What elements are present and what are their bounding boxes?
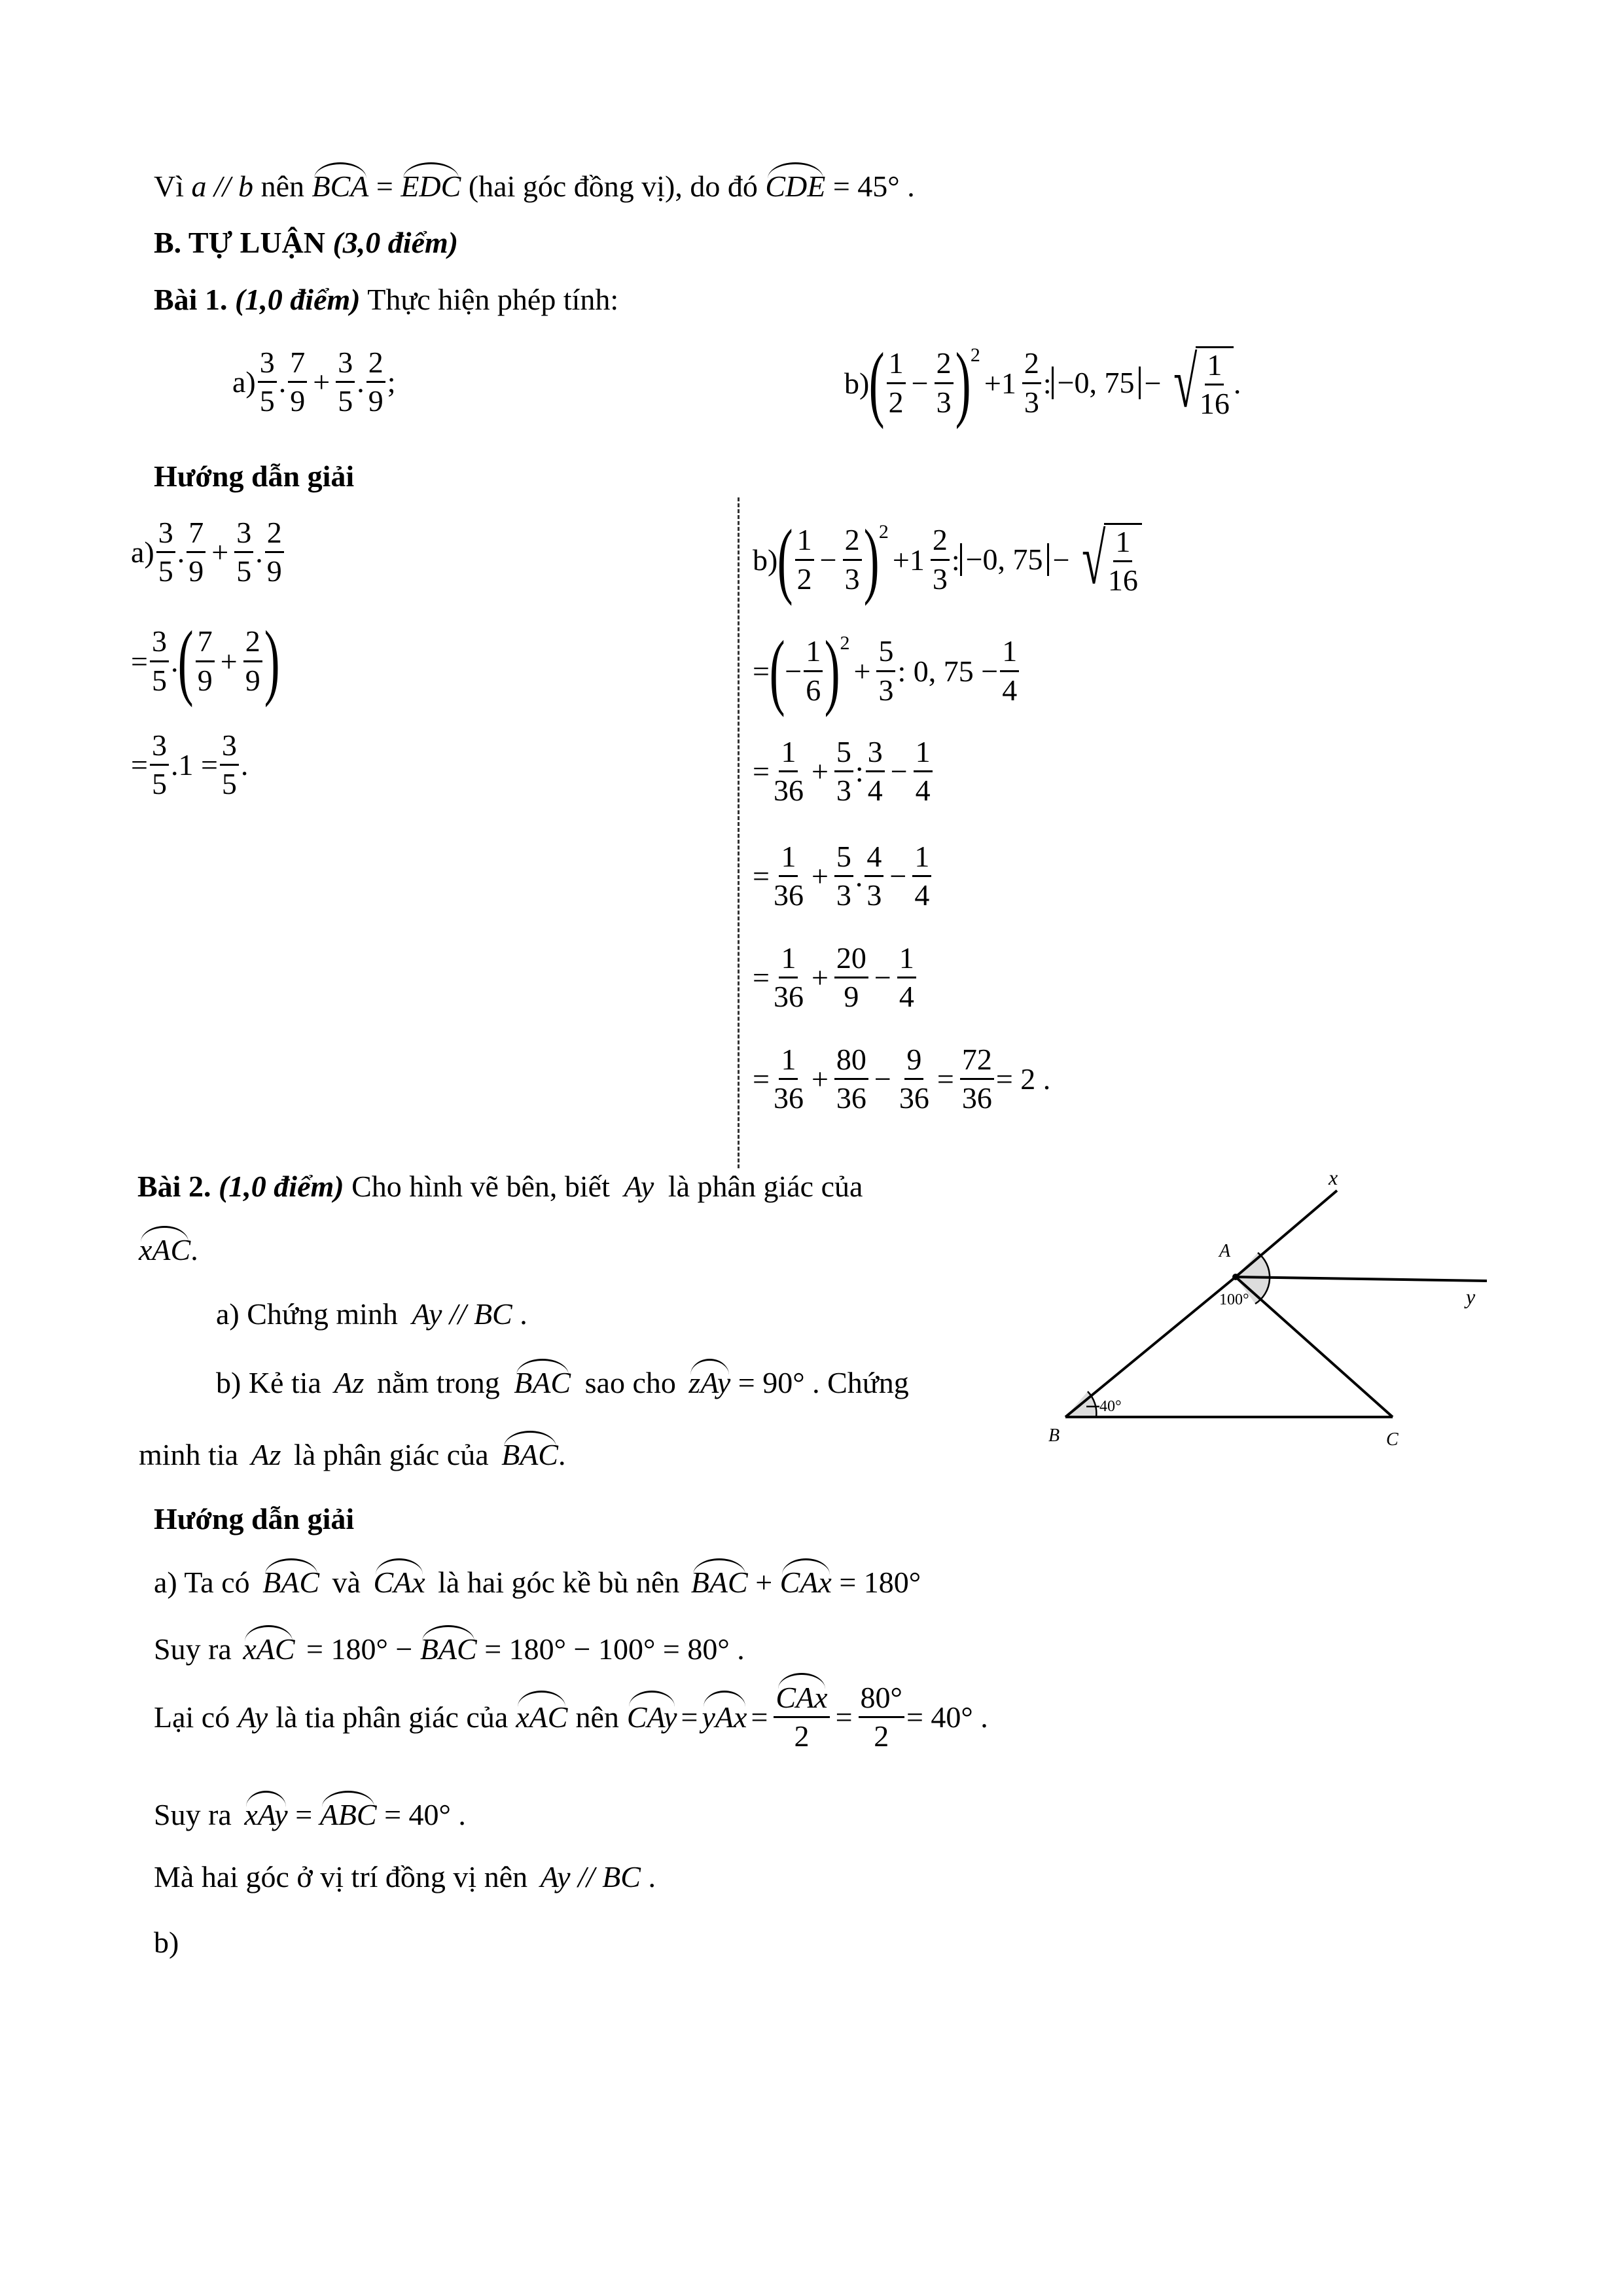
square-root: √ $\frac{1}{16}$ bbox=[1166, 346, 1234, 420]
sol-b-line6: = $\frac{1}{36}$ + $\frac{80}{36}$ − $\frac{9}{36}$ = $\frac{72}{36}$ = 2 . bbox=[753, 1043, 1051, 1115]
section-heading: B. TỰ LUẬN (3,0 điểm) bbox=[154, 226, 459, 259]
sol-b-line1: b) ( $\frac{1}{2}$ − $\frac{2}{3}$ ) 2 +1 $\frac{2}{3}$ : −0, 75 − √ $\frac{1}{16}$ bbox=[753, 517, 1142, 602]
bai2-sol-line6: b) bbox=[154, 1926, 179, 1959]
fraction: $\frac{2}{9}$ bbox=[366, 347, 385, 418]
fraction: $\frac{3}{5}$ bbox=[258, 347, 277, 418]
label-a: A bbox=[1219, 1241, 1231, 1261]
sol-a-line3: = $\frac{3}{5}$ .1 = $\frac{3}{5}$ . bbox=[131, 728, 249, 801]
bai2-sol-line3: Lại có Ay là tia phân giác của xAC nên CAy = yAx = $\frac{\text{CAx}}{2}$ = $\frac{80^\circ}{2}$ = 40° . bbox=[154, 1681, 988, 1753]
bai2-part-b: b) Kẻ tia Az nằm trong BAC sao cho zAy = 90° . Chứng bbox=[216, 1366, 909, 1399]
sol-b-line4: = $\frac{1}{36}$ + $\frac{5}{3}$ . $\frac{4}{3}$ − $\frac{1}{4}$ bbox=[753, 841, 933, 912]
bai2-angle-line: xAC. bbox=[139, 1233, 198, 1266]
sol-a-line1: a) $\frac{3}{5}$ . $\frac{7}{9}$ + $\frac{3}{5}$ . $\frac{2}{9}$ bbox=[131, 517, 286, 588]
label-angle-a: 100° bbox=[1219, 1291, 1249, 1308]
segment-ac bbox=[1236, 1277, 1393, 1417]
fraction: $\frac{2}{3}$ bbox=[935, 348, 954, 418]
angle-edc: EDC bbox=[401, 170, 461, 203]
parallel-condition: a // b bbox=[191, 170, 254, 203]
sol-b-line5: = $\frac{1}{36}$ + $\frac{20}{9}$ − $\frac{1}{4}$ bbox=[753, 942, 918, 1013]
column-divider bbox=[738, 497, 740, 1168]
ray-ay bbox=[1236, 1277, 1487, 1281]
sol-b-line2: = ( − $\frac{1}{6}$ ) 2 + $\frac{5}{3}$ : 0, 75 − $\frac{1}{4}$ bbox=[753, 628, 1021, 713]
bai2-part-b-cont: minh tia Az là phân giác của BAC. bbox=[139, 1438, 566, 1471]
bai2-sol-line4: Suy ra xAy = ABC = 40° . bbox=[154, 1798, 466, 1831]
absolute-value: −0, 75 bbox=[1052, 367, 1141, 399]
guide-heading-1: Hướng dẫn giải bbox=[154, 459, 355, 493]
geometry-figure bbox=[1034, 1152, 1518, 1453]
intro-line: Vì a // b nên BCA = EDC (hai góc đồng vị), do đó CDE = 45° . bbox=[154, 170, 915, 203]
bai2-heading: Bài 2. (1,0 điểm) Cho hình vẽ bên, biết Ay là phân giác của bbox=[137, 1170, 863, 1203]
bai2-part-a: a) Chứng minh Ay // BC . bbox=[216, 1297, 527, 1331]
label-c: C bbox=[1386, 1429, 1399, 1450]
bai2-sol-line2: Suy ra xAC = 180° − BAC = 180° − 100° = 80° . bbox=[154, 1632, 745, 1666]
angle-bca: BCA bbox=[312, 170, 369, 203]
bai2-sol-line5: Mà hai góc ở vị trí đồng vị nên Ay // BC . bbox=[154, 1860, 656, 1893]
fraction: $\frac{2}{3}$ bbox=[1022, 348, 1041, 418]
bai1-b-problem: b) ( $\frac{1}{2}$ − $\frac{2}{3}$ ) 2 +1 $\frac{2}{3}$ : −0, 75 − √ $\frac{1}{16}$ . bbox=[844, 336, 1241, 430]
label-x: x bbox=[1329, 1166, 1338, 1189]
sol-a-line2: = $\frac{3}{5}$ . ( $\frac{7}{9}$ + $\frac{2}{9}$ ) bbox=[131, 614, 280, 708]
ray-ax bbox=[1236, 1191, 1337, 1277]
label-b: B bbox=[1048, 1426, 1060, 1446]
fraction: $\frac{3}{5}$ bbox=[336, 347, 355, 418]
point-a bbox=[1232, 1274, 1239, 1280]
sol-b-line3: = $\frac{1}{36}$ + $\frac{5}{3}$ : $\frac{3}{4}$ − $\frac{1}{4}$ bbox=[753, 736, 935, 807]
bai2-sol-line1: a) Ta có BAC và CAx là hai góc kề bù nên BAC + CAx = 180° bbox=[154, 1566, 921, 1599]
label-y: y bbox=[1466, 1285, 1476, 1308]
label-angle-b: 40° bbox=[1099, 1398, 1122, 1415]
fraction: $\frac{7}{9}$ bbox=[288, 347, 307, 418]
bai1-a-problem: a) $\frac{3}{5}$ . $\frac{7}{9}$ + $\frac{3}{5}$ . $\frac{2}{9}$ ; bbox=[232, 346, 396, 418]
bai1-heading: Bài 1. (1,0 điểm) Thực hiện phép tính: bbox=[154, 283, 619, 316]
fraction: $\frac{1}{2}$ bbox=[887, 348, 906, 418]
guide-heading-2: Hướng dẫn giải bbox=[154, 1502, 355, 1535]
angle-cde: CDE bbox=[765, 170, 826, 203]
